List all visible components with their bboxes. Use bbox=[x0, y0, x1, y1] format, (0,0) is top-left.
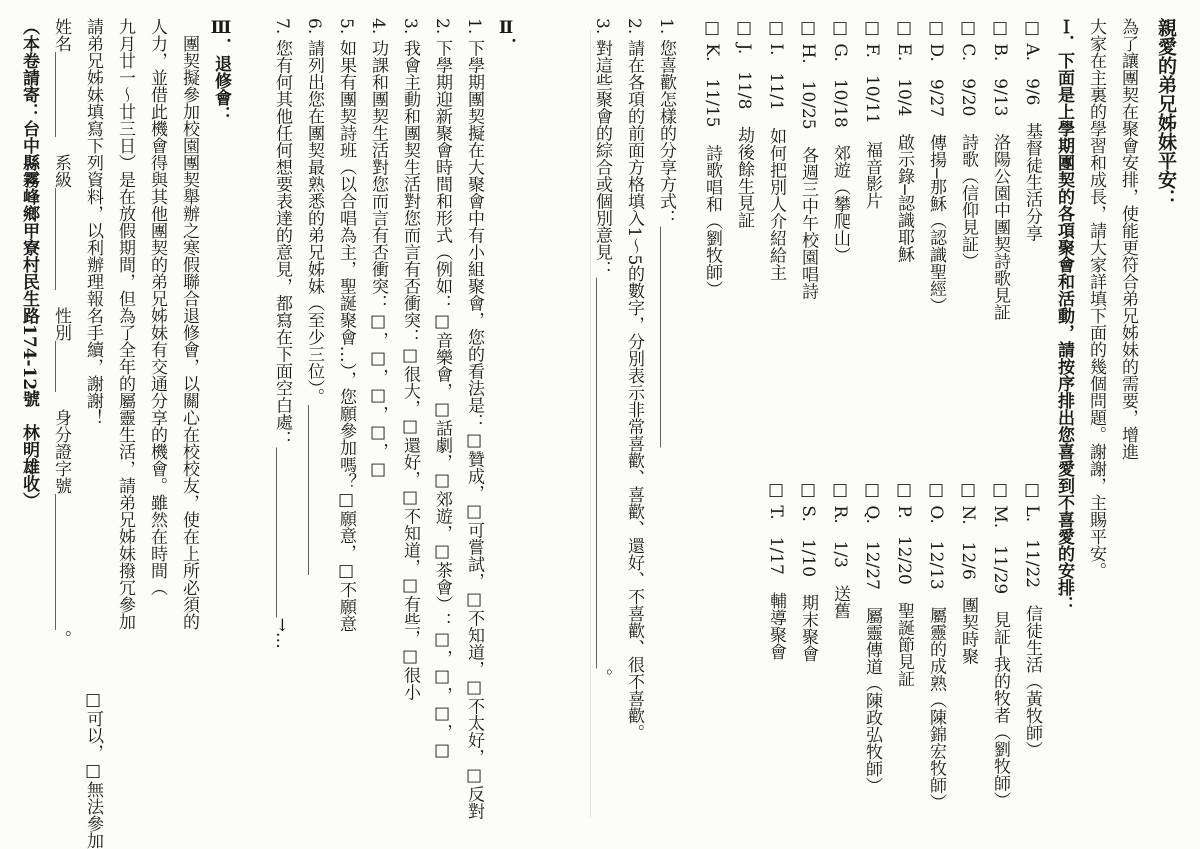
section-2-question-7[interactable]: 7. 您有何其他任何想要表達的意見，都寫在下面空白處：＿＿＿＿＿＿＿＿＿＿→… bbox=[272, 18, 292, 649]
attendance-options[interactable]: □可以，□無法參加 bbox=[83, 690, 103, 849]
item-n[interactable]: □ N. 12/6 團契時聚 bbox=[958, 480, 978, 665]
item-c[interactable]: □ C. 9/20 詩歌（信仰見証） bbox=[958, 18, 978, 270]
section-divider bbox=[590, 30, 591, 817]
item-o[interactable]: □ O. 12/13 屬靈的成熟（陳錦宏牧師） bbox=[926, 480, 946, 811]
section-1-question-3[interactable]: 3. 對這些聚會的綜合或個別意見：＿＿＿＿＿＿＿＿＿＿＿＿＿＿＿＿＿＿＿＿＿＿＿。 bbox=[592, 18, 612, 686]
item-r[interactable]: □ R. 1/3 送舊 bbox=[830, 480, 850, 619]
section-2-question-3[interactable]: 3. 我會主動和團契生活對您而言有否衝突：□很大，□還好，□不知道，□有些，□很小 bbox=[400, 18, 420, 701]
item-s[interactable]: □ S. 1/10 期末聚會 bbox=[798, 480, 818, 663]
retreat-text-2: 人力，並借此機會得與其他團契的弟兄姊妹有交通分享的機會。雖然在時間（ bbox=[147, 18, 167, 596]
item-l[interactable]: □ L. 11/22 信徒生活（黃牧師） bbox=[1022, 480, 1042, 759]
item-e[interactable]: □ E. 10/4 啟示錄─認識耶穌 bbox=[894, 18, 914, 263]
section-2-question-1[interactable]: 1. 下學期團契擬在大聚會中有小組聚會，您的看法是：□贊成，□可嘗試，□不知道，□不太好，□反對 bbox=[464, 18, 484, 820]
item-a[interactable]: □ A. 9/6 基督徒生活分享 bbox=[1022, 18, 1042, 242]
section-2-title: Ⅱ． bbox=[496, 18, 516, 55]
section-3-title: Ⅲ．退修會： bbox=[211, 18, 231, 123]
item-k[interactable]: □ K. 11/15 詩歌唱和（劉牧師） bbox=[702, 18, 722, 298]
item-f[interactable]: □ F. 10/11 福音影片 bbox=[862, 18, 882, 209]
item-i[interactable]: □ I. 11/1 如何把別人介紹給主 bbox=[766, 18, 786, 281]
return-address-note: （本卷請寄：台中縣霧峰鄉甲寮村民生路174-12號 林明雄收） bbox=[19, 18, 39, 510]
retreat-text-1: 團契擬參加校園團契舉辦之寒假聯合退修會，以關心在校校友，使在上所必須的 bbox=[179, 18, 199, 630]
section-2-question-6[interactable]: 6. 請列出您在團契最熟悉的弟兄姊妹（至少三位）。＿＿＿＿＿＿＿＿＿＿ bbox=[304, 18, 324, 576]
item-h[interactable]: □ H. 10/25 各週三中午校園唱詩 bbox=[798, 18, 818, 300]
item-t[interactable]: □ T. 1/17 輔導聚會 bbox=[766, 480, 786, 660]
item-j[interactable]: □ J. 11/8 劫後餘生見証 bbox=[734, 18, 754, 229]
item-d[interactable]: □ D. 9/27 傳揚─那穌（認識聖經） bbox=[926, 18, 946, 315]
item-b[interactable]: □ B. 9/13 洛陽公園中團契詩歌見証 bbox=[990, 18, 1010, 321]
greeting: 親愛的弟兄姊妹平安： bbox=[1155, 18, 1177, 208]
item-m[interactable]: □ M. 11/29 見証─我的牧者（劉牧師） bbox=[990, 480, 1010, 809]
intro-line-2: 大家在主裏的學習和成長，請大家詳填下面的幾個問題。謝謝，主賜平安。 bbox=[1086, 18, 1106, 579]
item-p[interactable]: □ P. 12/20 聖誕節見証 bbox=[894, 480, 914, 687]
retreat-text-4: 請弟兄姊妹填寫下列資料，以利辦理報名手續，謝謝！ bbox=[83, 18, 103, 426]
section-1-question-1[interactable]: 1. 您喜歡怎樣的分享方式：＿＿＿＿＿＿＿＿＿＿＿＿＿ bbox=[656, 18, 676, 448]
section-1-title: Ｉ．下面是上學期團契的各項聚會和活動，請按序排出您喜愛到不喜愛的安排： bbox=[1054, 18, 1074, 613]
retreat-text-3: 九月廿一～廿三日）是在放假期間，但為了全年的屬靈生活，請弟兄姊妹撥冗參加 bbox=[115, 18, 135, 630]
section-1-question-2[interactable]: 2. 請在各項的前面方格填入1～5的數字，分別表示非常喜歡、喜歡、還好、不喜歡、很不喜歡。 bbox=[624, 18, 644, 742]
registration-form-line[interactable]: 姓名＿＿＿＿＿ 系級＿＿＿＿＿＿ 性別＿＿＿ 身分證字號＿＿＿＿＿＿＿＿。 bbox=[51, 18, 71, 647]
section-2-question-5[interactable]: 5. 如果有團契詩班（以合唱為主，聖誕聚會…），您願參加嗎？□願意，□不願意 bbox=[336, 18, 356, 633]
item-g[interactable]: □ G. 10/18 郊遊（攀爬山） bbox=[830, 18, 850, 264]
section-2-question-2[interactable]: 2. 下學期迎新聚會時間和形式（例如：□音樂會，□話劇，□郊遊，□茶會）：□，□，□，□ bbox=[432, 18, 452, 761]
intro-line-1: 為了讓團契在聚會安排，使能更符合弟兄姊妹的需要，增進 bbox=[1118, 18, 1138, 460]
item-q[interactable]: □ Q. 12/27 屬靈傳道（陳政弘牧師） bbox=[862, 480, 882, 794]
section-2-question-4[interactable]: 4. 功課和團契生活對您而言有否衝突：□，□，□，□，□ bbox=[368, 18, 388, 480]
